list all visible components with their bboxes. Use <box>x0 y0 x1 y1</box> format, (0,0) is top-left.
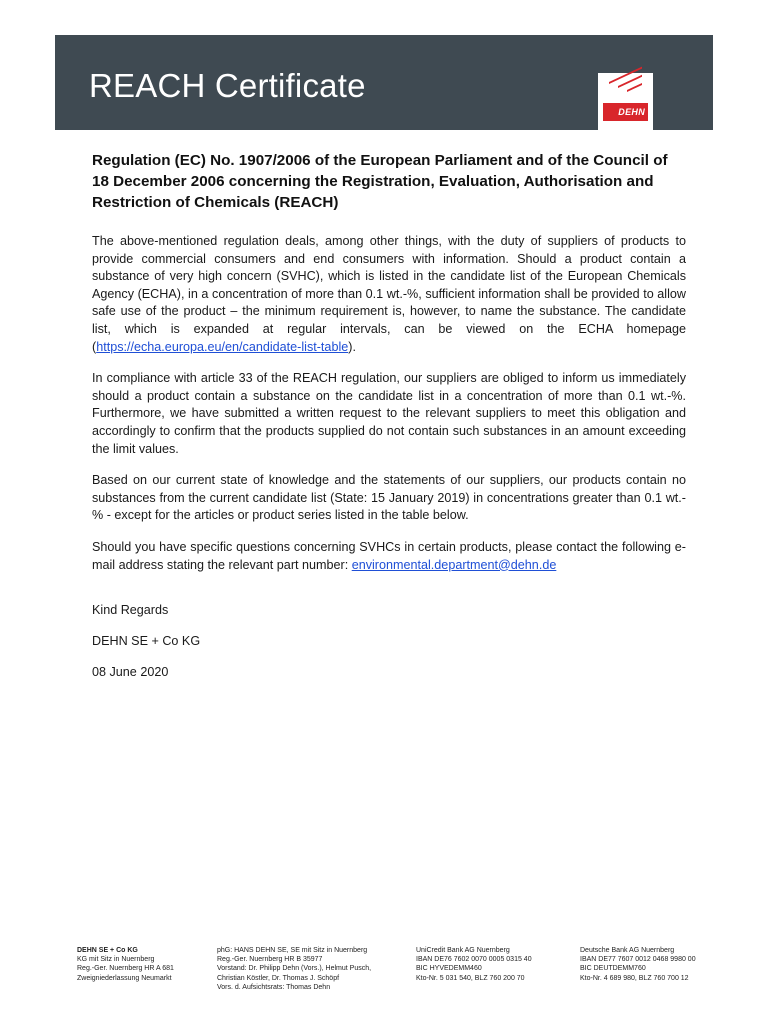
header-band <box>55 35 713 130</box>
dehn-logo <box>598 73 653 137</box>
paragraph-1 <box>92 233 686 356</box>
footer-line: BIC DEUTDEMM760 <box>580 965 646 973</box>
footer-line: Kto-Nr. 5 031 540, BLZ 760 200 70 <box>416 974 525 982</box>
footer-line: UniCredit Bank AG Nuernberg <box>416 947 510 954</box>
document-date: 08 June 2020 <box>92 665 169 680</box>
closing-block <box>92 602 686 681</box>
paragraph-2: In compliance with article 33 of the REACH regulation, our suppliers are obliged to inform us immediately should a product contain a substance on the candidate list in a concentration of more than 0.1 wt.-%. Furthermore, we have submitted a written request to the relevant suppliers to meet this obligation and accordingly to confirm that the products supplied do not contain such substances in an amount exceeding the limit values. <box>92 371 686 456</box>
logo-stripe-icon <box>627 83 642 92</box>
footer-line: Kto-Nr. 4 689 980, BLZ 760 700 12 <box>580 974 689 982</box>
paragraph-1-end: ). <box>348 339 356 354</box>
footer-line: Zweigniederlassung Neumarkt <box>77 974 172 982</box>
footer-line: IBAN DE77 7607 0012 0468 9980 00 <box>580 956 696 964</box>
footer-line: Reg.-Ger. Nuernberg HR A 681 <box>77 965 174 973</box>
paragraph-4-text: Should you have specific questions concerning SVHCs in certain products, please contact the following e-mail address stating the relevant part number: <box>92 539 686 572</box>
footer-line: DEHN SE + Co KG <box>77 947 138 954</box>
footer-line: BIC HYVEDEMM460 <box>416 965 482 973</box>
footer-line: Vors. d. Aufsichtsrats: Thomas Dehn <box>217 983 331 991</box>
footer-line: Vorstand: Dr. Philipp Dehn (Vors.), Helmut Pusch, <box>217 965 372 973</box>
company-name: DEHN SE + Co KG <box>92 634 201 649</box>
footer-line: Reg.-Ger. Nuernberg HR B 35977 <box>217 956 323 964</box>
footer-bank-unicredit <box>416 946 532 983</box>
paragraph-4 <box>92 539 686 574</box>
footer-line: Deutsche Bank AG Nuernberg <box>580 947 675 954</box>
logo-wordmark: DEHN <box>603 103 648 121</box>
footer-management-info <box>217 946 371 992</box>
footer-bank-deutsche <box>580 946 696 983</box>
document-body <box>92 150 686 695</box>
kind-regards: Kind Regards <box>92 603 169 618</box>
environmental-email-link[interactable]: environmental.department@dehn.de <box>351 557 557 572</box>
paragraph-1-text: The above-mentioned regulation deals, among other things, with the duty of suppliers of products to provide commercial consumers and end consumers with information. Should a product contain a substance of very high concern (SVHC), which is listed in the candidate list of the European Chemicals Agency (ECHA), in a concentration of more than 0.1 wt.-%, sufficient information shall be provided to allow safe use of the product – the minimum requirement is, however, to name the substance. The candidate list, which is expanded at regular intervals, can be viewed on the ECHA homepage ( <box>92 234 686 354</box>
footer-line: Christian Köstler, Dr. Thomas J. Schöpf <box>217 974 340 982</box>
paragraph-3: Based on our current state of knowledge and the statements of our suppliers, our products contain no substances from the current candidate list (State: 15 January 2019) in concentrations greater than 0.1 wt.-% - except for the articles or product series listed in the table below. <box>92 473 686 523</box>
echa-candidate-list-link[interactable]: https://echa.europa.eu/en/candidate-list-table <box>96 339 349 354</box>
regulation-title: Regulation (EC) No. 1907/2006 of the European Parliament and of the Council of 18 December 2006 concerning the Registration, Evaluation, Authorisation and Restriction of Chemicals (REACH) <box>92 152 668 211</box>
page-title: REACH Certificate <box>89 67 366 104</box>
footer-company-info <box>77 946 174 983</box>
footer-line: phG: HANS DEHN SE, SE mit Sitz in Nuernberg <box>217 947 368 954</box>
footer-line: IBAN DE76 7602 0070 0005 0315 40 <box>416 956 532 964</box>
footer-line: KG mit Sitz in Nuernberg <box>77 956 155 964</box>
